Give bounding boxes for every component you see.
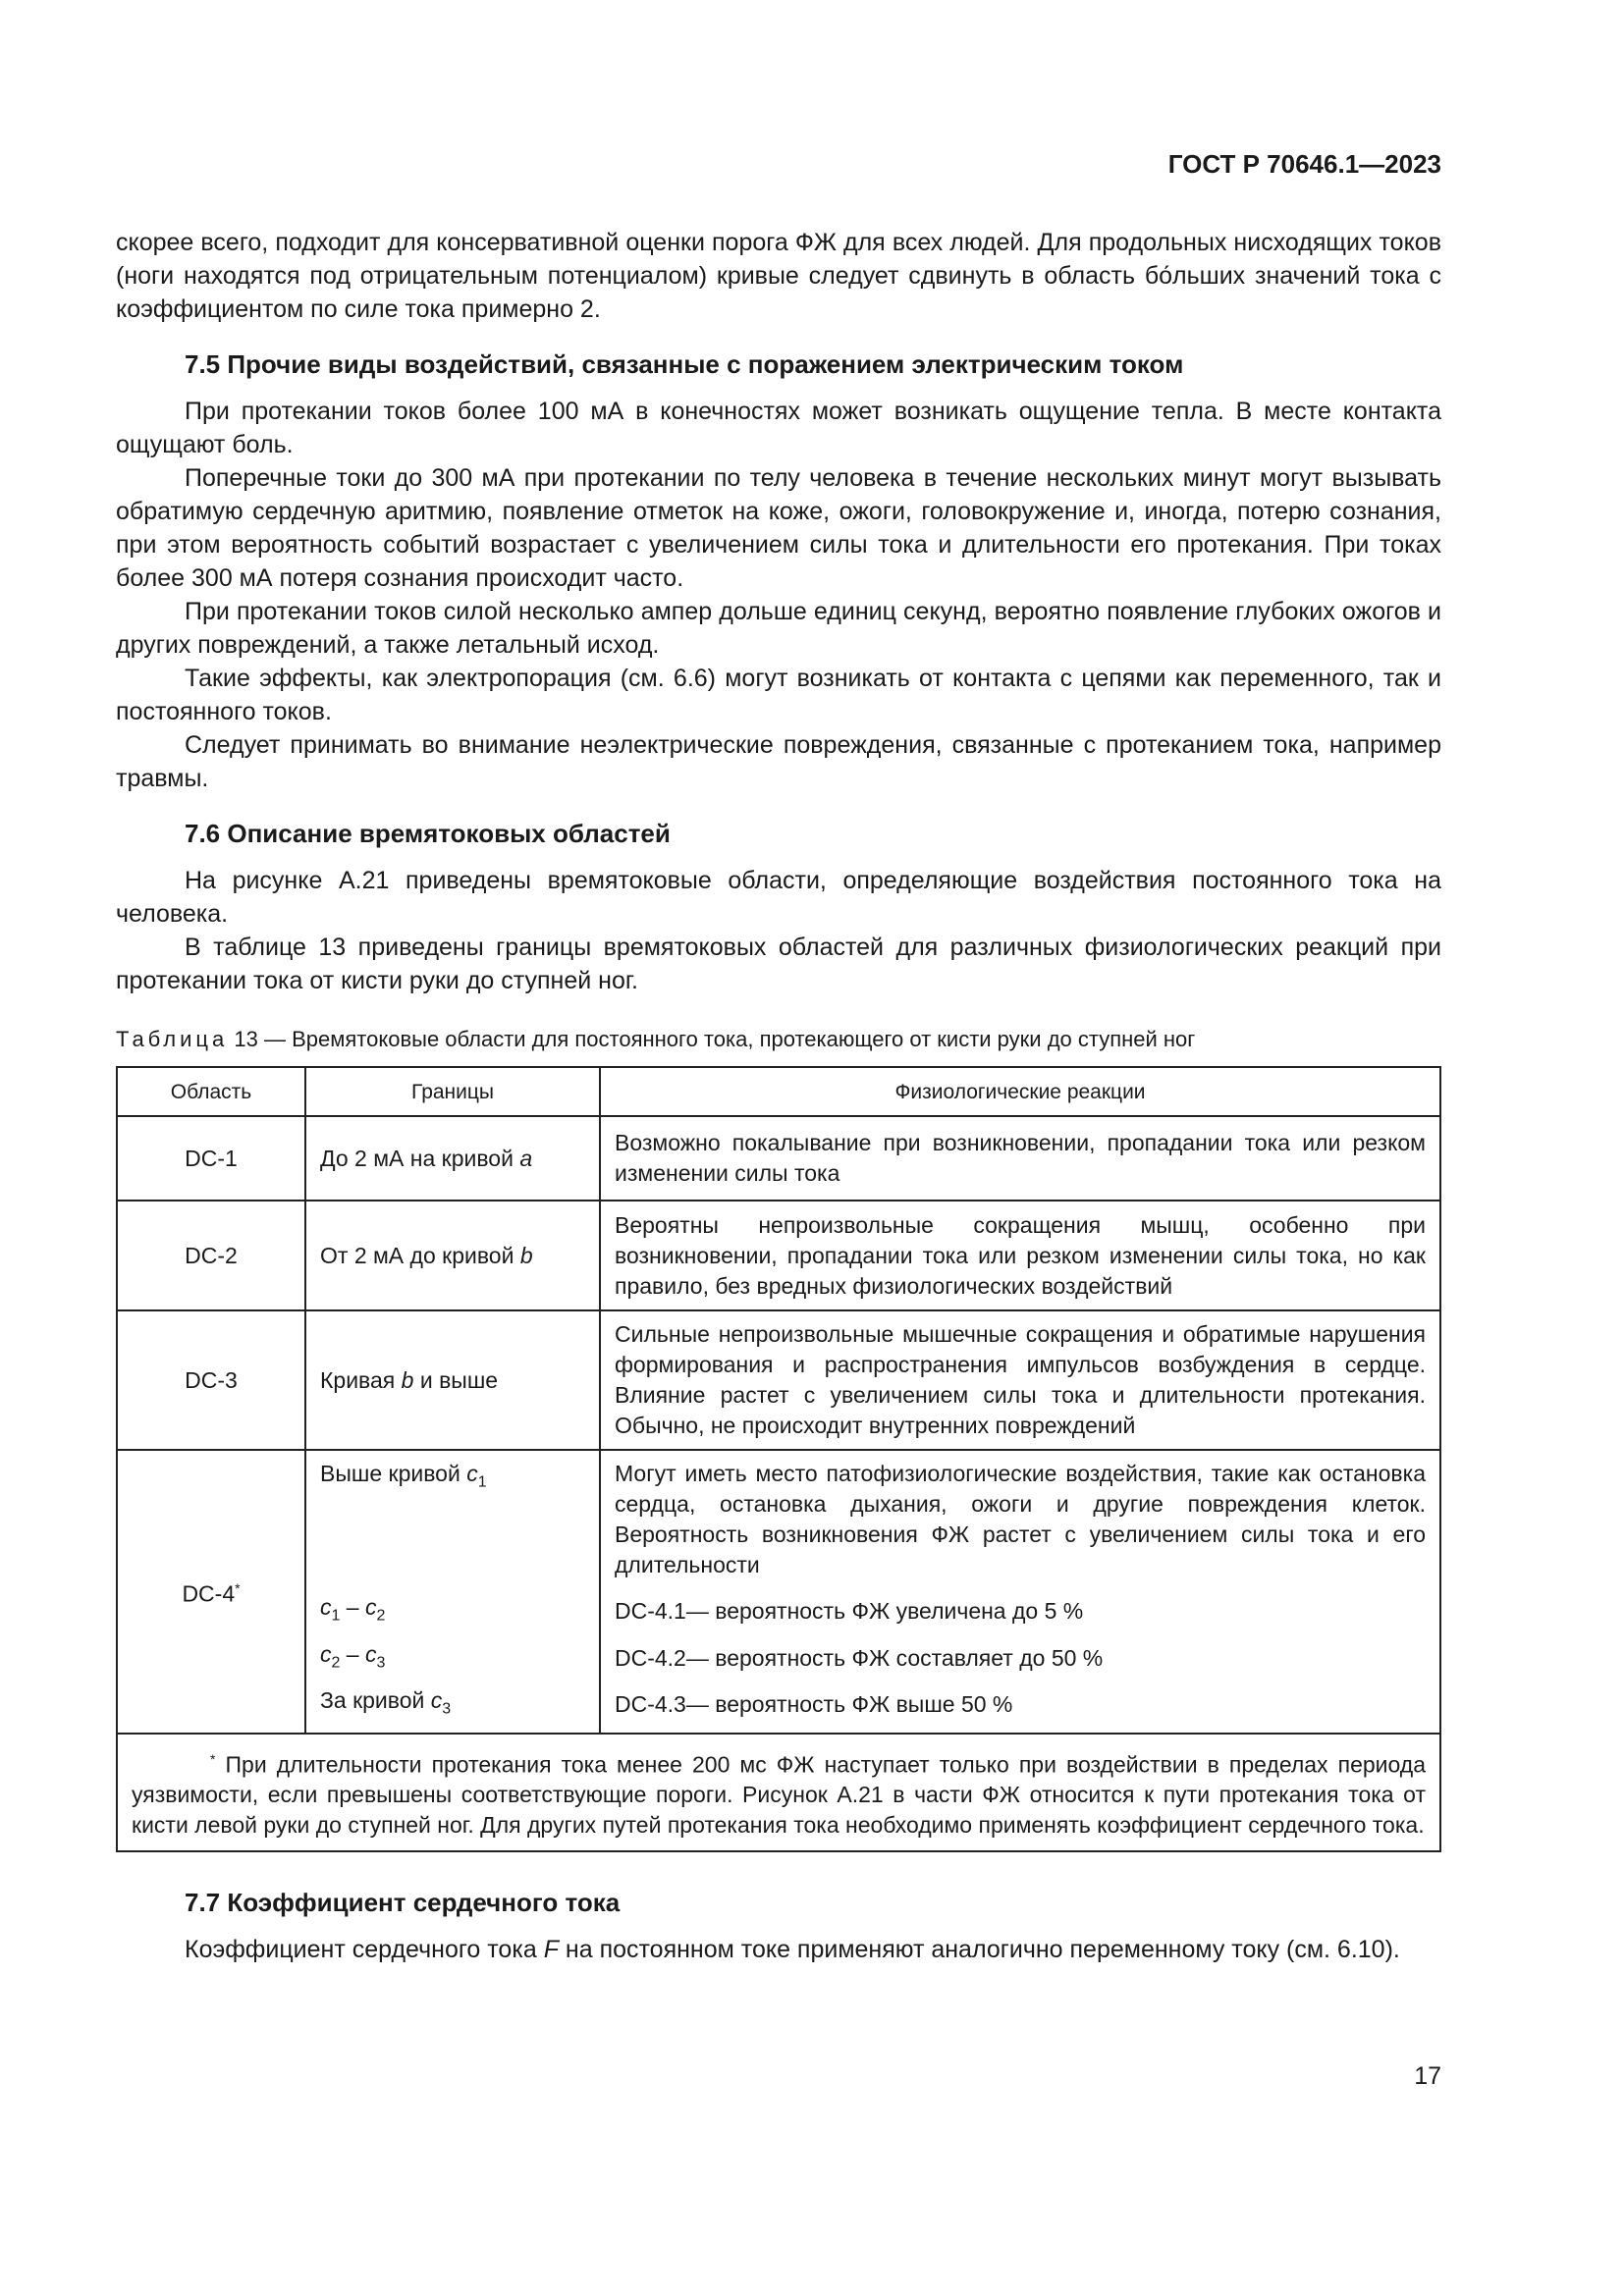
table-caption-text: 13 — Времятоковые области для постоянного тока, протекающего от кисти руки до ступней ног: [234, 1027, 1196, 1051]
table-caption: [116, 1023, 1441, 1056]
table-footnote: * При длительности протекания тока менее 200 мс ФЖ наступает только при воздействии в пределах периода уязвимости, если превышены соответствующие пороги. Рисунок А.21 в части ФЖ относится к пути протекания тока от кисти левой руки до ступней ног. Для других путей протекания тока необходимо применять коэффициент сердечного тока.: [117, 1734, 1440, 1852]
cell-bounds: За кривой $c_3$: [305, 1682, 600, 1734]
cell-bounds: До 2 мА на кривой a: [305, 1116, 600, 1201]
time-current-zones-table: [116, 1066, 1441, 1852]
cell-reaction: DC-4.1— вероятность ФЖ увеличена до 5 %: [600, 1588, 1440, 1635]
cell-reaction: DC-4.2— вероятность ФЖ составляет до 50 %: [600, 1635, 1440, 1682]
section-7-5-paragraph: Следует принимать во внимание неэлектрические повреждения, связанные с протеканием тока, например травмы.: [116, 731, 1441, 792]
section-7-6-title: 7.6 Описание времятоковых областей: [185, 819, 671, 848]
cell-region: DC-3: [117, 1310, 305, 1450]
section-7-7-title: 7.7 Коэффициент сердечного тока: [185, 1888, 621, 1918]
section-7-6-paragraph: На рисунке А.21 приведены времятоковые области, определяющие воздействия постоянного тока на человека.: [116, 867, 1441, 928]
table-row: [117, 1116, 1440, 1201]
table-note-row: [117, 1734, 1440, 1852]
header-reactions: Физиологические реакции: [600, 1067, 1440, 1116]
table-caption-label: Таблица: [116, 1027, 229, 1051]
cell-bounds: От 2 мА до кривой b: [305, 1201, 600, 1310]
page-number: 17: [1414, 2062, 1441, 2090]
section-7-5-paragraph: Такие эффекты, как электропорация (см. 6.6) могут возникать от контакта с цепями как переменного, так и постоянного токов.: [116, 665, 1441, 725]
cell-region: DC-2: [117, 1201, 305, 1310]
cell-region: DC-1: [117, 1116, 305, 1201]
cell-bounds: $c_1 - c_2$: [305, 1588, 600, 1635]
cell-bounds: $c_2 - c_3$: [305, 1635, 600, 1682]
section-7-7-paragraph: Коэффициент сердечного тока F на постоянном токе применяют аналогично переменному току (см. 6.10).: [185, 1936, 1400, 1964]
section-7-5-paragraph: При протекании токов силой несколько ампер дольше единиц секунд, вероятно появление глубоких ожогов и других повреждений, а также летальный исход.: [116, 598, 1441, 659]
cell-reaction: Сильные непроизвольные мышечные сокращения и обратимые нарушения формирования и распространения импульсов возбуждения в сердце. Влияние растет с увеличением силы тока и длительности протекания. Обычно, не происходит внутренних повреждений: [600, 1310, 1440, 1450]
section-7-6-paragraph: В таблице 13 приведены границы времятоковых областей для различных физиологических реакций при протекании тока от кисти руки до ступней ног.: [116, 934, 1441, 994]
cell-bounds: Кривая b и выше: [305, 1310, 600, 1450]
table-row-dc4-sub: [117, 1682, 1440, 1734]
table-row: [117, 1310, 1440, 1450]
table-row-dc4-sub: [117, 1635, 1440, 1682]
section-7-5-title: 7.5 Прочие виды воздействий, связанные с поражением электрическим током: [185, 349, 1184, 379]
document-header: ГОСТ Р 70646.1—2023: [1167, 149, 1441, 179]
table-row-dc4-sub: [117, 1588, 1440, 1635]
table-header-row: [117, 1067, 1440, 1116]
cell-reaction: Возможно покалывание при возникновении, пропадании тока или резком изменении силы тока: [600, 1116, 1440, 1201]
header-region: Область: [117, 1067, 305, 1116]
section-7-5-paragraph: При протекании токов более 100 мА в конечностях может возникать ощущение тепла. В месте контакта ощущают боль.: [116, 398, 1441, 458]
intro-paragraph: скорее всего, подходит для консервативной оценки порога ФЖ для всех людей. Для продольных нисходящих токов (ноги находятся под отрицательным потенциалом) кривые следует сдвинуть в область бо́льших значений тока с коэффициентом по силе тока примерно 2.: [116, 229, 1441, 323]
cell-reaction: Могут иметь место патофизиологические воздействия, такие как остановка сердца, остановка дыхания, ожоги и другие повреждения клеток. Вероятность возникновения ФЖ растет с увеличением силы тока и его длительности: [600, 1450, 1440, 1588]
cell-reaction: DC-4.3— вероятность ФЖ выше 50 %: [600, 1682, 1440, 1734]
cell-bounds: Выше кривой $c_1$: [305, 1450, 600, 1588]
page-body: [116, 137, 1441, 1966]
cell-region-dc4: DC-4*: [117, 1450, 305, 1734]
section-7-5-paragraph: Поперечные токи до 300 мА при протекании по телу человека в течение нескольких минут могут вызывать обратимую сердечную аритмию, появление отметок на коже, ожоги, головокружение и, иногда, потерю сознания, при этом вероятность событий возрастает с увеличением силы тока и длительности его протекания. При токах более 300 мА потеря сознания происходит часто.: [116, 464, 1441, 592]
table-row-dc4: [117, 1450, 1440, 1588]
cell-reaction: Вероятны непроизвольные сокращения мышц, особенно при возникновении, пропадании тока или резком изменении силы тока, но как правило, без вредных физиологических воздействий: [600, 1201, 1440, 1310]
header-bounds: Границы: [305, 1067, 600, 1116]
table-row: [117, 1201, 1440, 1310]
